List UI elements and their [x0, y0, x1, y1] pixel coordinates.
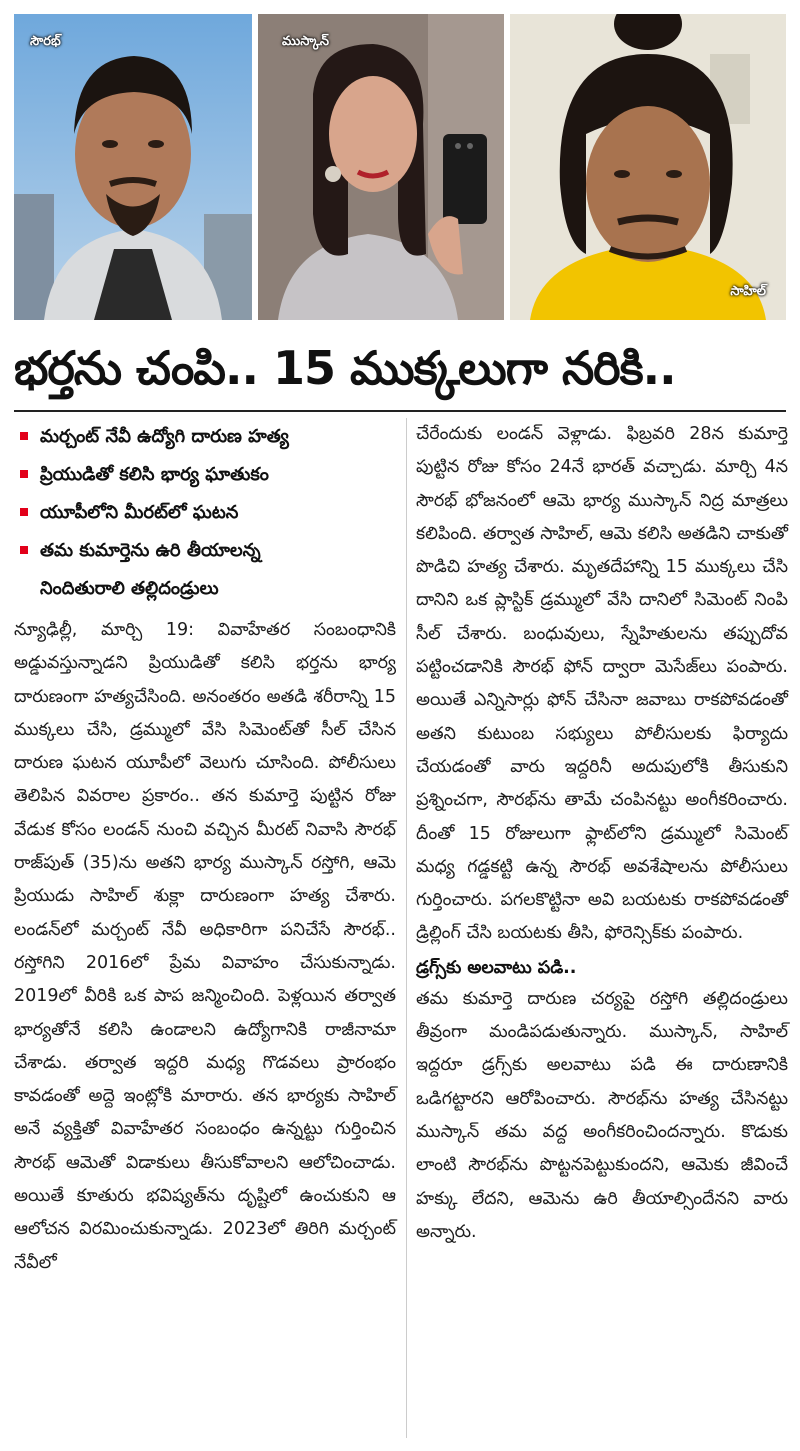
- bullet-square-icon: [20, 470, 28, 478]
- photo-muskan-image: [258, 14, 504, 320]
- highlight-item: ప్రియుడితో కలిసి భార్య ఘాతుకం: [14, 456, 396, 494]
- photo-caption: సౌరభ్: [30, 34, 61, 49]
- right-column: [416, 418, 788, 1249]
- bullet-square-icon: [20, 432, 28, 440]
- highlight-item: యూపీలోని మీరట్‌లో ఘటన: [14, 494, 396, 532]
- photo-caption: ముస్కాన్: [282, 34, 329, 49]
- bullet-square-icon: [20, 546, 28, 554]
- article-body-left: న్యూఢిల్లీ, మార్చి 19: వివాహేతర సంబంధానికి అడ్డువస్తున్నాడని ప్రియుడితో కలిసి భర్తను భార్య దారుణంగా హత్యచేసింది. అనంతరం అతడి శరీరాన్ని 15 ముక్కలు చేసి, డ్రమ్ములో వేసి సిమెంట్‌తో సీల్ చేసిన దారుణ ఘటన యూపీలో వెలుగు చూసింది. పోలీసులు తెలిపిన వివరాల ప్రకారం.. తన కుమార్తె పుట్టిన రోజు వేడుక కోసం లండన్ నుంచి వచ్చిన మీరట్ నివాసి సౌరభ్ రాజ్‌పుత్ (35)ను అతని భార్య ముస్కాన్ రస్తోగి, ఆమె ప్రియుడు సాహిల్ శుక్లా దారుణంగా హత్య చేశారు. లండన్‌లో మర్చంట్ నేవీ అధికారిగా పనిచేసే సౌరభ్.. రస్తోగిని 2016లో ప్రేమ వివాహం చేసుకున్నాడు. 2019లో వీరికి ఒక పాప జన్మించింది. పెళ్లయిన తర్వాత భార్యతోనే కలిసి ఉండాలని ఉద్యోగానికి రాజీనామా చేశాడు. తర్వాత ఇద్దరి మధ్య గొడవలు ప్రారంభం కావడంతో అద్దె ఇంట్లోకి మారారు. తన భార్యకు సాహిల్ అనే వ్యక్తితో వివాహేతర సంబంధం ఉన్నట్టు గుర్తించిన సౌరభ్ ఆమెతో విడాకులు తీసుకోవాలని ఆలోచించాడు. అయితే కూతురు భవిష్యత్‌ను దృష్టిలో ఉంచుకుని ఆ ఆలోచన విరమించుకున్నాడు. 2023లో తిరిగి మర్చంట్ నేవీలో: [14, 620, 396, 1273]
- photo-saurabh-image: [14, 14, 252, 320]
- highlight-item-continued: నిందితురాలి తల్లిదండ్రులు: [40, 578, 219, 599]
- photo-muskan: [258, 14, 504, 320]
- headline: భర్తను చంపి.. 15 ముక్కలుగా నరికి..: [14, 341, 676, 395]
- photo-caption: సాహిల్: [730, 284, 766, 299]
- highlight-list: [14, 418, 396, 608]
- headline-rule: [14, 410, 786, 412]
- column-divider: [406, 418, 407, 1438]
- photo-saurabh: [14, 14, 252, 320]
- highlight-item: తమ కుమార్తెను ఉరి తీయాలన్న: [14, 532, 396, 570]
- bullet-square-icon: [20, 508, 28, 516]
- article-body-right: చేరేందుకు లండన్ వెళ్లాడు. ఫిబ్రవరి 28న కుమార్తె పుట్టిన రోజు కోసం 24నే భారత్ వచ్చాడు. మార్చి 4న సౌరభ్ భోజనంలో ఆమె భార్య ముస్కాన్ నిద్ర మాత్రలు కలిపింది. తర్వాత సాహిల్, ఆమె కలిసి అతడిని చాకుతో పొడిచి హత్య చేశారు. మృతదేహాన్ని 15 ముక్కలు చేసి దానిని ఒక ప్లాస్టిక్ డ్రమ్ములో వేసి దానిలో సిమెంట్ నింపి సీల్ చేశారు. బంధువులు, స్నేహితులను తప్పుదోవ పట్టించడానికి సౌరభ్ ఫోన్ ద్వారా మెసేజ్‌లు పంపారు. అయితే ఎన్నిసార్లు ఫోన్ చేసినా జవాబు రాకపోవడంతో అతని కుటుంబ సభ్యులు పోలీసులకు ఫిర్యాదు చేయడంతో వారు ఇద్దరినీ అదుపులోకి తీసుకుని ప్రశ్నించగా, సౌరభ్‌ను తామే చంపినట్టు అంగీకరించారు. దీంతో 15 రోజులుగా ఫ్లాట్‌లోని డ్రమ్ములో సిమెంట్ మధ్య గడ్డకట్టి ఉన్న సౌరభ్ అవశేషాలను పోలీసులు గుర్తించారు. పగలకొట్టినా అవి బయటకు రాకపోవడంతో డ్రిల్లింగ్ చేసి బయటకు తీసి, ఫోరెన్సిక్‌కు పంపారు.: [416, 424, 788, 944]
- photo-sahil-image: [510, 14, 786, 320]
- photo-sahil: [510, 14, 786, 320]
- article-body-right-2: తమ కుమార్తె దారుణ చర్యపై రస్తోగి తల్లిదండ్రులు తీవ్రంగా మండిపడుతున్నారు. ముస్కాన్, సాహిల్ ఇద్దరూ డ్రగ్స్‌కు అలవాటు పడి ఈ దారుణానికి ఒడిగట్టారని ఆరోపించారు. సౌరభ్‌ను హత్య చేసినట్టు ముస్కాన్ తమ వద్ద అంగీకరించిందన్నారు. కొడుకు లాంటి సౌరభ్‌ను పొట్టనపెట్టుకుందని, ఆమెకు జీవించే హక్కు లేదని, ఆమెను ఉరి తీయాల్సిందేనని వారు అన్నారు.: [416, 988, 788, 1242]
- left-column: [14, 418, 396, 1280]
- photo-strip: [14, 14, 786, 320]
- highlight-item: మర్చంట్ నేవీ ఉద్యోగి దారుణ హత్య: [14, 418, 396, 456]
- subheading: డ్రగ్స్‌కు అలవాటు పడి..: [416, 957, 577, 978]
